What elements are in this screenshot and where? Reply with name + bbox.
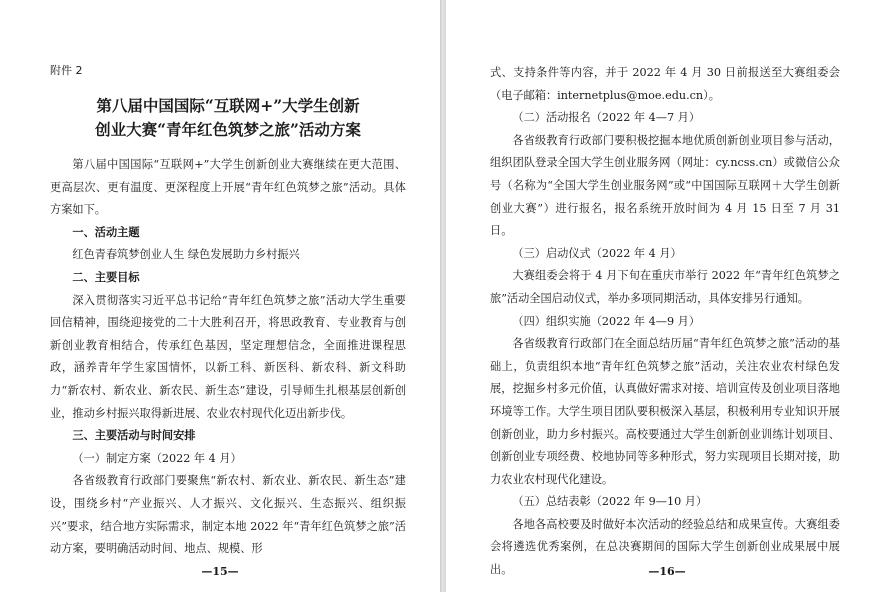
theme-text: 红色青春筑梦创业人生 绿色发展助力乡村振兴 (72, 248, 300, 262)
section-heading-theme: 一、活动主题 (72, 225, 140, 239)
goal-paragraph: 深入贯彻落实习近平总书记给“青年红色筑梦之旅”活动大学生重要回信精神，围绕迎接党的二十大胜利召开，将思政教育、专业教育与创新创业教育相结合，传承红色基因，坚定理想信念，全面推进课程思政，涵养青年学生家国情怀，以新工科、新医科、新农科、新文科助力“新农村、新农业、新农民、新生态”建设，引导师生扎根基层创新创业，推动乡村振兴取得新进展、农业农村现代化迈出新步伐。 (50, 293, 406, 420)
summary-paragraph: 各地各高校要及时做好本次活动的经验总结和成果宣传。大赛组委会将遴选优秀案例，在总决赛期间的国际大学生创新创业成果展中展出。 (490, 517, 840, 577)
document-page-left (0, 0, 440, 592)
title-line-2: 创业大赛“青年红色筑梦之旅”活动方案 (95, 120, 361, 139)
subsection-heading-registration: （二）活动报名（2022 年 4—7 月） (512, 111, 701, 125)
registration-paragraph: 各省级教育行政部门要积极挖掘本地优质创新创业项目参与活动，组织团队登录全国大学生创业服务网（网址：cy.ncss.cn）或微信公众号（名称为“全国大学生创业服务网”或“中国国际互联网＋大学生创新创业大赛”）进行报名，报名系统开放时间为 4 月 15 日至 7 月 31 日。 (490, 133, 840, 238)
plan-paragraph: 各省级教育行政部门要聚焦“新农村、新农业、新农民、新生态”建设，围绕乡村“产业振兴、人才振兴、文化振兴、生态振兴、组织振兴”要求，结合地方实际需求，制定本地 2022 年“青年红色筑梦之旅”活动方案，要明确活动时间、地点、规模、形 (50, 474, 406, 556)
implementation-paragraph: 各省级教育行政部门在全面总结历届“青年红色筑梦之旅”活动的基础上，负责组织本地“青年红色筑梦之旅”活动，关注农业农村绿色发展，挖掘乡村多元价值，认真做好需求对接、培训宣传及创业项目落地环境等工作。大学生项目团队要积极深入基层，积极利用专业知识开展创新创业，助力乡村振兴。高校要通过大学生创新创业训练计划项目、创新创业专项经费、校地协同等多种形式，努力实现项目长期对接，助力农业农村现代化建设。 (490, 337, 840, 486)
launch-paragraph: 大赛组委会将于 4 月下旬在重庆市举行 2022 年“青年红色筑梦之旅”活动全国启动仪式，举办多项同期活动，具体安排另行通知。 (490, 269, 840, 305)
subsection-heading-launch: （三）启动仪式（2022 年 4 月） (512, 246, 682, 260)
intro-paragraph: 第八届中国国际“互联网+”大学生创新创业大赛继续在更大范围、更高层次、更有温度、更深程度上开展“青年红色筑梦之旅”活动。具体方案如下。 (50, 158, 406, 217)
page-number-right: —16— (648, 565, 686, 578)
section-heading-goal: 二、主要目标 (72, 270, 140, 284)
subsection-heading-implementation: （四）组织实施（2022 年 4—9 月） (512, 314, 701, 328)
subsection-heading-plan: （一）制定方案（2022 年 4 月） (72, 451, 242, 465)
continued-paragraph: 式、支持条件等内容，并于 2022 年 4 月 30 日前报送至大赛组委会（电子邮箱：internetplus@moe.edu.cn）。 (490, 66, 840, 102)
subsection-heading-summary: （五）总结表彰（2022 年 9—10 月） (512, 495, 708, 509)
document-title (50, 94, 406, 142)
section-heading-schedule: 三、主要活动与时间安排 (72, 429, 196, 443)
document-page-right (446, 0, 888, 592)
page-number-left: —15— (201, 565, 239, 578)
title-line-1: 第八届中国国际“互联网+”大学生创新 (96, 96, 360, 115)
attachment-label: 附件 2 (50, 64, 83, 77)
